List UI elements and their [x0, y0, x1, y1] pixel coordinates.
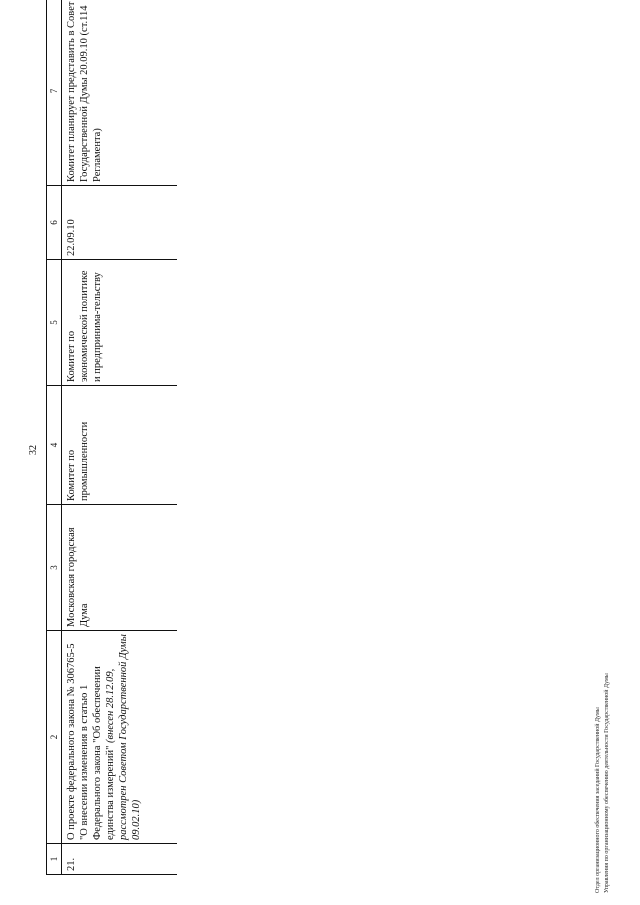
column-number-2: 2	[47, 631, 62, 844]
column-number-3: 3	[47, 505, 62, 631]
column-number-6: 6	[47, 186, 62, 260]
bills-table	[46, 0, 177, 875]
status-cell: Комитет планирует представить в Совет Государственной Думы 20.09.10 (ст.114 Регламента)	[62, 0, 178, 186]
initiator-cell: Московская городская Дума	[62, 505, 178, 631]
responsible-committee-cell: Комитет по промышленности	[62, 386, 178, 505]
page-number: 32	[28, 445, 39, 455]
co-executor-cell: Комитет по экономической политике и предпринима-тельству	[62, 260, 178, 386]
column-number-7: 7	[47, 0, 62, 186]
column-number-5: 5	[47, 260, 62, 386]
column-number-1: 1	[47, 844, 62, 875]
footer	[594, 673, 612, 893]
row-number: 21.	[62, 844, 178, 875]
footer-line-1: Отдел организационного обеспечения заседаний Государственной Думы	[595, 707, 601, 893]
footer-line-2: Управления по организационному обеспечению деятельности Государственной Думы	[604, 673, 610, 893]
date-cell: 22.09.10	[62, 186, 178, 260]
column-number-row	[47, 0, 62, 875]
bill-note: (внесен 28.12.09, рассмотрен Советом Государственной Думы 09.02.10)	[105, 634, 142, 840]
bill-title: О проекте федерального закона № 306765-5 "О внесении изменения в статью 1 Федерального закона "Об обеспечении единства измерений"	[66, 643, 116, 840]
bill-cell	[62, 631, 178, 844]
column-number-4: 4	[47, 386, 62, 505]
table-row	[62, 0, 178, 875]
